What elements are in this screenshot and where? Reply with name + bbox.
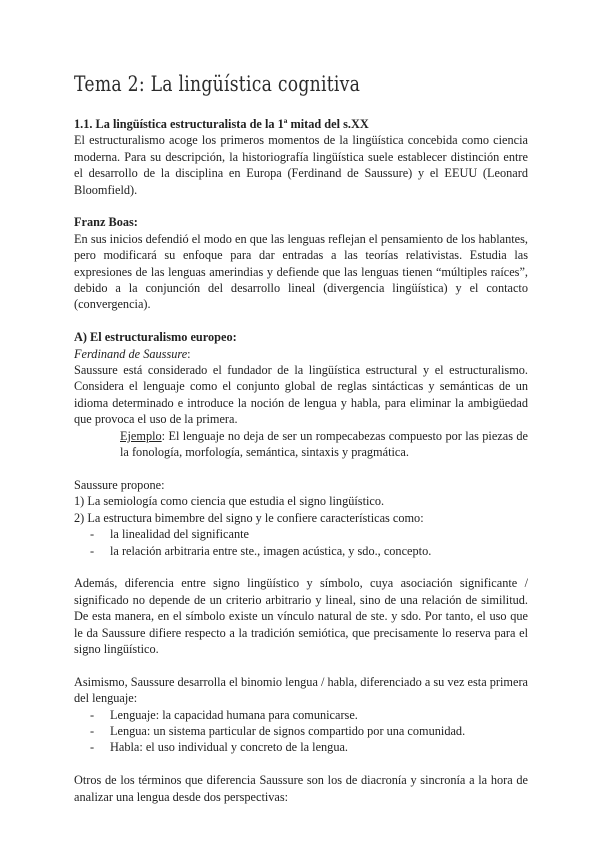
paragraph-structuralism: El estructuralismo acoge los primeros momentos de la lingüística concebida como ciencia moderna. Para su descripción, la historiografía lingüística suele establecer distinción entre el desarrollo de la disciplina en Europa (Ferdinand de Saussure) y el EEUU (Leonard Bloomfield).	[74, 133, 528, 197]
example-paragraph	[74, 428, 528, 461]
example-label: Ejemplo	[120, 428, 162, 443]
author-name: Ferdinand de Saussure	[74, 346, 188, 361]
european-heading: A) El estructuralismo europeo:	[74, 330, 237, 345]
paragraph-boas: En sus inicios defendió el modo en que las lenguas reflejan el pensamiento de los hablantes, pero modificará su enfoque para dar entradas a las teorías relativistas. Estudia las expresiones de las lenguas amerindias y defiende que las lenguas tienen “múltiples raíces”, debido a la conjunción del desarrollo lineal (divergencia lingüística) y el contacto (convergencia).	[74, 231, 528, 312]
sign-features-list	[74, 526, 528, 559]
page-title: Tema 2: La lingüística cognitiva	[74, 72, 361, 96]
example-text: : El lenguaje no deja de ser un rompecabezas compuesto por las piezas de la fonología, morfología, semántica, sintaxis y pragmática.	[120, 428, 528, 460]
proposes-intro: Saussure propone:	[74, 477, 165, 492]
paragraph-binomial: Asimismo, Saussure desarrolla el binomio lengua / habla, diferenciado a su vez esta primera del lenguaje:	[74, 674, 528, 706]
proposes-item-1: 1) La semiología como ciencia que estudia el signo lingüístico.	[74, 494, 385, 509]
list-item: - la linealidad del significante	[90, 527, 249, 542]
author-line: Ferdinand de Saussure:	[74, 346, 191, 361]
document-body	[74, 116, 528, 805]
list-item: - Lenguaje: la capacidad humana para comunicarse.	[90, 707, 358, 722]
paragraph-saussure: Saussure está considerado el fundador de la lingüística estructural y el estructuralismo. Considera el lenguaje como el conjunto global de reglas sintácticas y semánticas de un idioma determinado e introduce la noción de lengua y habla, para eliminar la ambigüedad que provoca el uso de la primera.	[74, 363, 528, 427]
list-item: - Lengua: un sistema particular de signos compartido por una comunidad.	[90, 723, 466, 738]
list-item: - la relación arbitraria entre ste., imagen acústica, y sdo., concepto.	[90, 543, 432, 558]
list-item: - Habla: el uso individual y concreto de la lengua.	[90, 740, 349, 755]
binomial-list	[74, 707, 528, 756]
paragraph-sign-symbol: Además, diferencia entre signo lingüístico y símbolo, cuya asociación significante / significado no depende de un criterio arbitrario y lineal, sino de una relación de similitud. De esta manera, en el símbolo existe un vínculo natural de ste. y sdo. Por tanto, el uso que le da Saussure difiere respecto a la tradición semiótica, que precisamente lo reserva para el signo lingüístico.	[74, 576, 528, 656]
paragraph-closing: Otros de los términos que diferencia Saussure son los de diacronía y sincronía a la hora de analizar una lengua desde dos perspectivas:	[74, 773, 528, 804]
boas-heading: Franz Boas:	[74, 215, 138, 230]
proposes-item-2: 2) La estructura bimembre del signo y le confiere características como:	[74, 510, 424, 525]
section-heading: 1.1. La lingüística estructuralista de la 1ª mitad del s.XX	[74, 117, 369, 131]
